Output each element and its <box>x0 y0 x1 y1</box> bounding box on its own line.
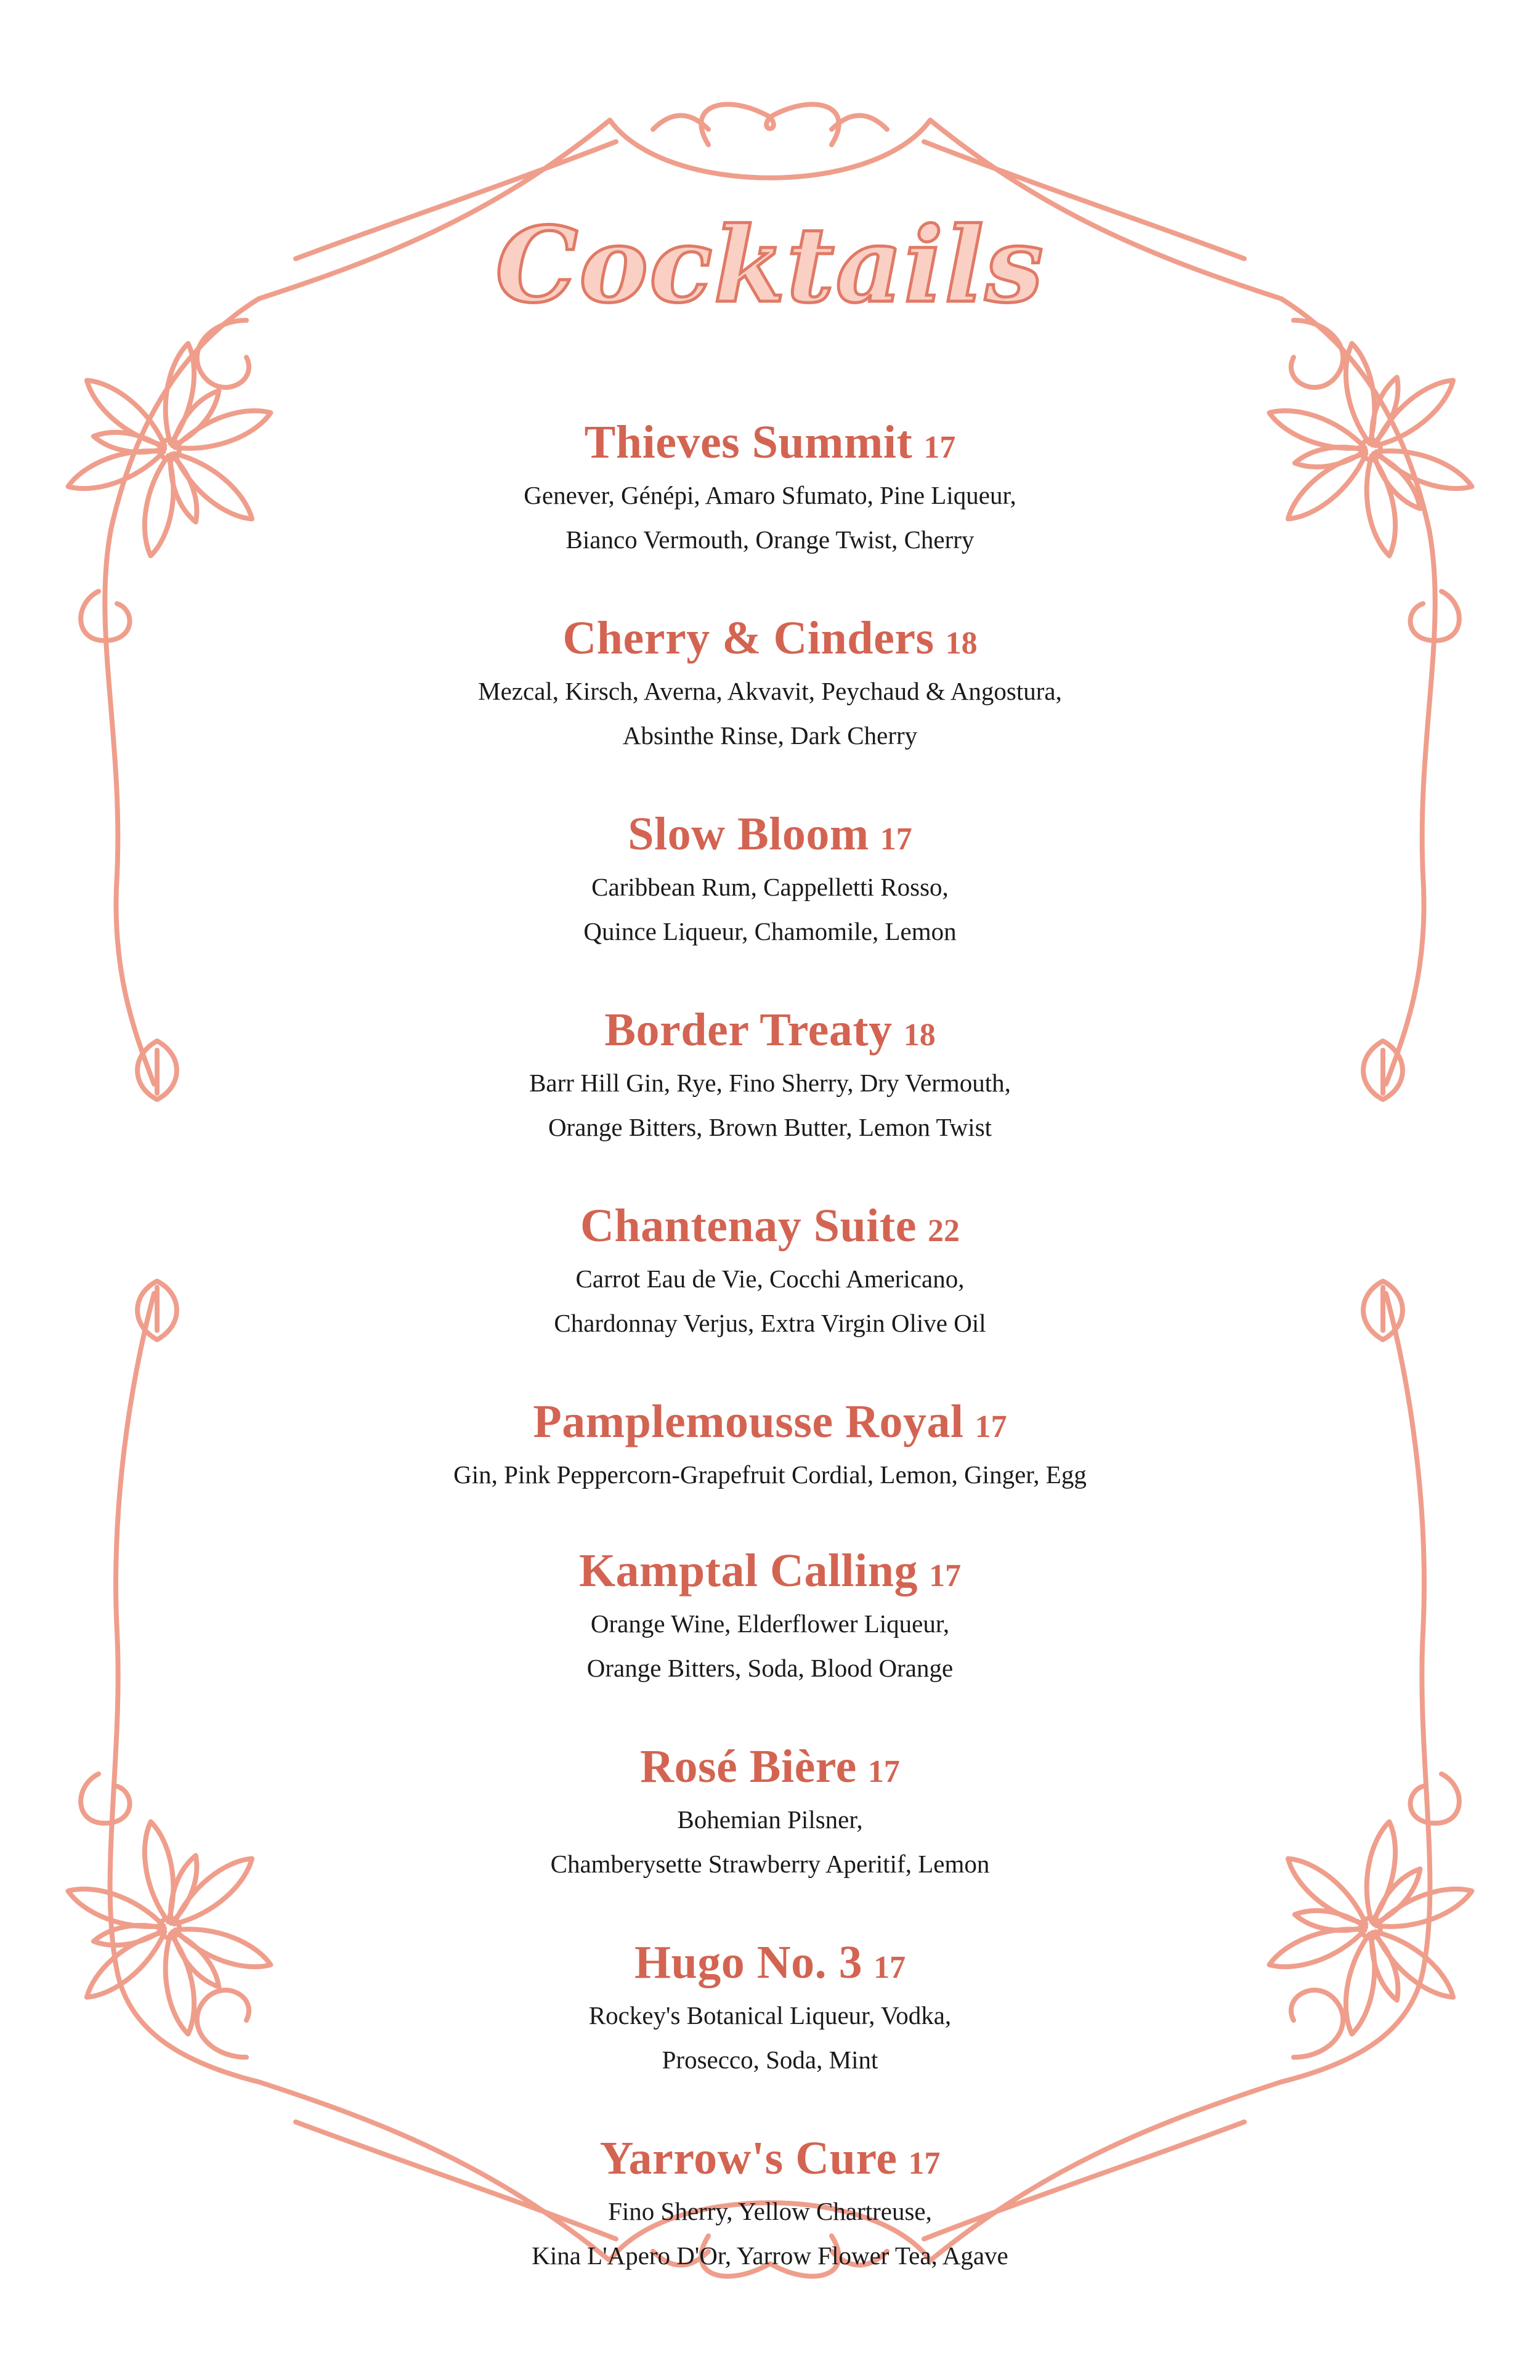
cocktail-list <box>0 411 1540 2278</box>
menu-item-header <box>0 1932 1540 1993</box>
menu-item-name: Chantenay Suite <box>580 1200 917 1252</box>
menu-item-name: Thieves Summit <box>584 416 913 468</box>
menu-item-name: Hugo No. 3 <box>634 1937 863 1988</box>
menu-item <box>0 1391 1540 1497</box>
menu-item-spacer <box>0 1886 1540 1932</box>
menu-item-header <box>0 2127 1540 2189</box>
menu-item-ingredients: Caribbean Rum, Cappelletti Rosso, <box>591 873 949 901</box>
menu-item-header <box>0 803 1540 865</box>
menu-item <box>0 999 1540 1149</box>
menu-item-ingredients: Bohemian Pilsner, <box>677 1805 863 1834</box>
menu-item-ingredients: Mezcal, Kirsch, Averna, Akvavit, Peychaud & Angostura, <box>478 677 1062 705</box>
menu-item-ingredients: Absinthe Rinse, Dark Cherry <box>622 721 918 750</box>
menu-item <box>0 1195 1540 1345</box>
menu-item <box>0 1540 1540 1690</box>
menu-item-name: Border Treaty <box>604 1004 893 1056</box>
menu-item-price: 17 <box>923 430 956 465</box>
menu-item-ingredients: Chamberysette Strawberry Aperitif, Lemon <box>550 1850 990 1878</box>
menu-item-name: Cherry & Cinders <box>562 612 934 664</box>
menu-item-price: 17 <box>908 2146 941 2181</box>
menu-item-ingredients: Chardonnay Verjus, Extra Virgin Olive Oil <box>554 1309 986 1337</box>
menu-item <box>0 411 1540 562</box>
menu-item <box>0 803 1540 953</box>
menu-item-header <box>0 411 1540 473</box>
menu-item <box>0 1932 1540 2082</box>
menu-item-spacer <box>0 2082 1540 2127</box>
menu-item-ingredients: Orange Bitters, Soda, Blood Orange <box>586 1654 954 1682</box>
menu-item-price: 17 <box>929 1558 962 1593</box>
menu-item-price: 22 <box>927 1213 960 1249</box>
menu-item-name: Kamptal Calling <box>578 1545 918 1597</box>
menu-item-spacer <box>0 1497 1540 1540</box>
menu-item-ingredients: Bianco Vermouth, Orange Twist, Cherry <box>565 525 975 554</box>
menu-item-ingredients: Fino Sherry, Yellow Chartreuse, <box>608 2197 932 2225</box>
menu-item-spacer <box>0 1345 1540 1391</box>
menu-item-price: 18 <box>903 1018 936 1053</box>
menu-item-ingredients: Quince Liqueur, Chamomile, Lemon <box>583 917 957 945</box>
menu-item-ingredients: Carrot Eau de Vie, Cocchi Americano, <box>575 1265 965 1293</box>
menu-item-header <box>0 999 1540 1061</box>
menu-item-spacer <box>0 758 1540 803</box>
menu-item-spacer <box>0 562 1540 607</box>
menu-item-name: Slow Bloom <box>628 808 869 860</box>
menu-item <box>0 607 1540 758</box>
menu-item-ingredients: Orange Wine, Elderflower Liqueur, <box>590 1609 950 1638</box>
menu-item-ingredients: Genever, Génépi, Amaro Sfumato, Pine Liqueur, <box>524 481 1016 509</box>
menu-item-ingredients: Gin, Pink Peppercorn-Grapefruit Cordial, Lemon, Ginger, Egg <box>453 1460 1087 1489</box>
menu-item-price: 18 <box>945 626 978 661</box>
menu-item-name: Rosé Bière <box>640 1741 857 1792</box>
menu-item-ingredients: Prosecco, Soda, Mint <box>662 2046 878 2074</box>
menu-item-spacer <box>0 1690 1540 1736</box>
menu-item-ingredients: Rockey's Botanical Liqueur, Vodka, <box>588 2001 952 2030</box>
menu-item-ingredients: Orange Bitters, Brown Butter, Lemon Twist <box>548 1113 992 1141</box>
menu-item-header <box>0 1540 1540 1601</box>
page-title: Cocktails <box>495 204 1045 326</box>
menu-item-ingredients: Kina L'Apero D'Or, Yarrow Flower Tea, Agave <box>532 2241 1008 2270</box>
menu-item <box>0 1736 1540 1886</box>
menu-item-spacer <box>0 1149 1540 1195</box>
menu-item-ingredients: Barr Hill Gin, Rye, Fino Sherry, Dry Vermouth, <box>529 1069 1011 1097</box>
menu-item-name: Yarrow's Cure <box>599 2132 898 2184</box>
menu-item-price: 17 <box>873 1950 906 1985</box>
menu-item <box>0 2127 1540 2278</box>
menu-item-header <box>0 1195 1540 1257</box>
menu-item-header <box>0 1391 1540 1452</box>
menu-item-spacer <box>0 953 1540 999</box>
menu-item-price: 17 <box>880 822 912 857</box>
menu-item-price: 17 <box>975 1409 1007 1444</box>
menu-item-header <box>0 1736 1540 1797</box>
menu-item-name: Pamplemousse Royal <box>533 1396 964 1447</box>
menu-item-price: 17 <box>867 1754 900 1789</box>
menu-item-header <box>0 607 1540 669</box>
